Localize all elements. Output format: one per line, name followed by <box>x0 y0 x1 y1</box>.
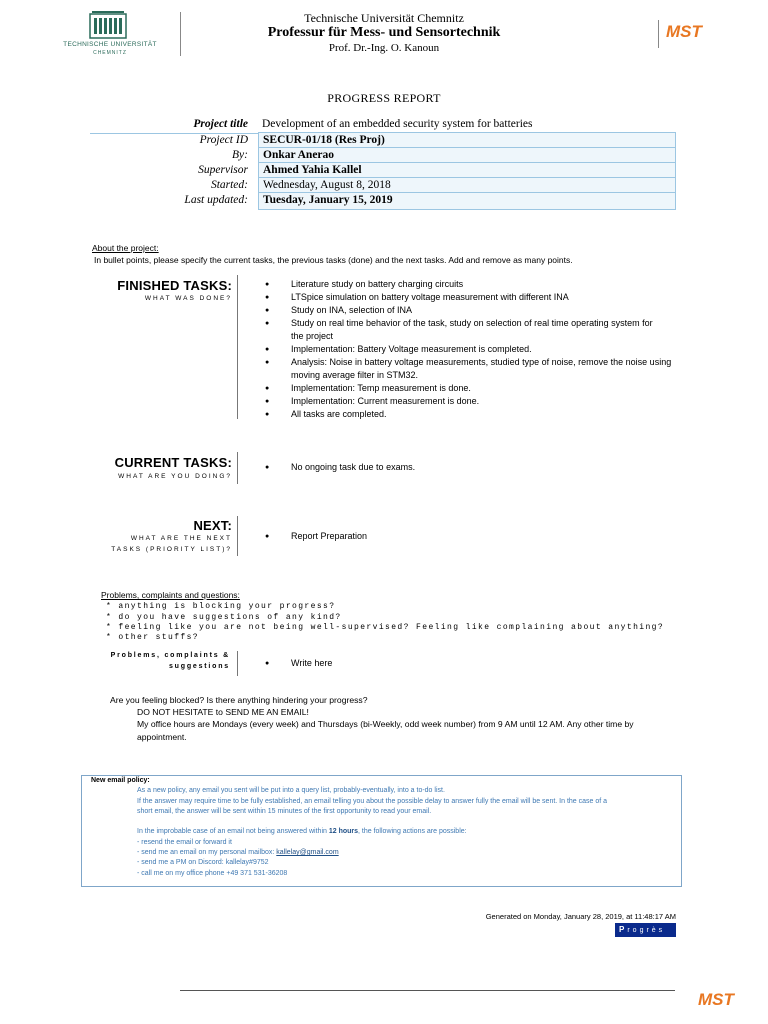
header-university: Technische Universität Chemnitz <box>304 11 464 25</box>
info-label-by: By: <box>232 149 248 161</box>
info-value-last-updated: Tuesday, January 15, 2019 <box>258 192 676 210</box>
info-label-project-id: Project ID <box>199 134 248 146</box>
footer-line <box>180 990 675 991</box>
next-title: NEXT: <box>193 518 232 533</box>
policy-action-4: - call me on my office phone +49 371 531-36208 <box>137 870 288 877</box>
finished-divider <box>237 275 238 419</box>
policy-action-1: - resend the email or forward it <box>137 839 232 846</box>
list-item: ● Report Preparation <box>262 530 692 543</box>
policy-text-3: In the improbable case of an email not being answered within 12 hours, the following actions are possible: <box>137 828 467 835</box>
progres-badge: Progrès <box>615 923 676 937</box>
policy-action-2: - send me an email on my personal mailbox: kallelay@gmail.com <box>137 849 339 856</box>
mst-logo-footer: MST <box>698 990 734 1009</box>
problems-question: * anything is blocking your progress? <box>106 602 336 611</box>
info-label-project-title: Project title <box>193 118 248 130</box>
finished-list <box>262 278 692 421</box>
header-chair: Professur für Mess- und Sensortechnik <box>267 25 501 40</box>
current-divider <box>237 452 238 484</box>
info-value-project-title: Development of an embedded security system for batteries <box>262 118 533 130</box>
list-item: ● Implementation: Temp measurement is done. <box>262 382 692 395</box>
list-item: ● Implementation: Battery Voltage measurement is completed. <box>262 343 692 356</box>
blocked-email-prompt: DO NOT HESITATE to SEND ME AN EMAIL! <box>137 707 309 717</box>
list-item: ● Analysis: Noise in battery voltage measurements, studied type of noise, remove the noise using moving average filter in STM32. <box>262 356 677 382</box>
policy-action-3: - send me a PM on Discord: kallelay#9752 <box>137 859 269 866</box>
list-item: ● All tasks are completed. <box>262 408 692 421</box>
problems-list <box>262 657 692 670</box>
blocked-question: Are you feeling blocked? Is there anything hindering your progress? <box>110 695 368 705</box>
page-title: PROGRESS REPORT <box>327 91 441 105</box>
info-value-project-id: SECUR-01/18 (Res Proj) <box>258 132 676 148</box>
info-label-last-updated: Last updated: <box>184 194 248 206</box>
problems-heading: Problems, complaints and questions: <box>101 590 240 600</box>
header-professor: Prof. Dr.-Ing. O. Kanoun <box>328 42 440 54</box>
list-item: ● Literature study on battery charging circuits <box>262 278 692 291</box>
info-value-started: Wednesday, August 8, 2018 <box>258 177 676 193</box>
problems-question: * do you have suggestions of any kind? <box>106 613 342 622</box>
list-item: ● No ongoing task due to exams. <box>262 461 692 474</box>
problems-label-2: suggestions <box>168 663 230 670</box>
about-text: In bullet points, please specify the current tasks, the previous tasks (done) and the next tasks. Add and remove as many points. <box>94 255 573 265</box>
about-heading: About the project: <box>92 243 159 253</box>
current-title: CURRENT TASKS: <box>114 455 232 470</box>
problems-divider <box>237 651 238 676</box>
policy-text-2a: If the answer may require time to be fully established, an email telling you about the possible delay to answer fully the email will be sent. In the case of a <box>137 798 608 805</box>
logo-text-1: TECHNISCHE UNIVERSITÄT <box>63 41 157 48</box>
email-link[interactable]: kallelay@gmail.com <box>276 849 339 856</box>
email-policy-title: New email policy: <box>91 777 150 784</box>
finished-title: FINISHED TASKS: <box>117 278 232 293</box>
list-item: ● Study on INA, selection of INA <box>262 304 692 317</box>
list-item: ● LTSpice simulation on battery voltage measurement with different INA <box>262 291 692 304</box>
problems-label-1: Problems, complaints & <box>110 652 230 659</box>
university-building-icon <box>88 10 128 40</box>
problems-question: * other stuffs? <box>106 633 200 642</box>
policy-text-1: As a new policy, any email you sent will be put into a query list, probably-eventually, into a to-do list. <box>137 787 445 794</box>
mst-logo: MST <box>666 22 702 41</box>
current-list <box>262 461 692 474</box>
info-label-started: Started: <box>210 179 248 191</box>
header-divider-right <box>658 20 659 48</box>
list-item: ● Write here <box>262 657 692 670</box>
office-hours: My office hours are Mondays (every week) and Thursdays (bi-Weekly, odd week number) from 9 AM until 12 AM. Any other time by <box>137 719 634 729</box>
policy-text-2b: short email, the answer will be sent within 15 minutes of the first opportunity to read your email. <box>137 808 432 815</box>
logo-text-2: CHEMNITZ <box>93 50 127 56</box>
next-divider <box>237 516 238 556</box>
current-subtitle: WHAT ARE YOU DOING? <box>118 473 232 480</box>
next-subtitle-2: TASKS (PRIORITY LIST)? <box>111 546 232 553</box>
info-value-by: Onkar Anerao <box>258 147 676 163</box>
next-list <box>262 530 692 543</box>
next-subtitle-1: WHAT ARE THE NEXT <box>130 535 232 542</box>
list-item: ● Study on real time behavior of the task, study on selection of real time operating system for the project <box>262 317 662 343</box>
problems-question: * feeling like you are not being well-supervised? Feeling like complaining about anything? <box>106 623 665 632</box>
info-value-supervisor: Ahmed Yahia Kallel <box>258 162 676 178</box>
finished-subtitle: WHAT WAS DONE? <box>144 295 232 302</box>
info-label-supervisor: Supervisor <box>198 164 248 176</box>
list-item: ● Implementation: Current measurement is done. <box>262 395 692 408</box>
university-logo <box>60 10 160 60</box>
generated-timestamp: Generated on Monday, January 28, 2019, at 11:48:17 AM <box>485 912 676 921</box>
office-hours-cont: appointment. <box>137 732 187 742</box>
header-divider-left <box>180 12 181 56</box>
